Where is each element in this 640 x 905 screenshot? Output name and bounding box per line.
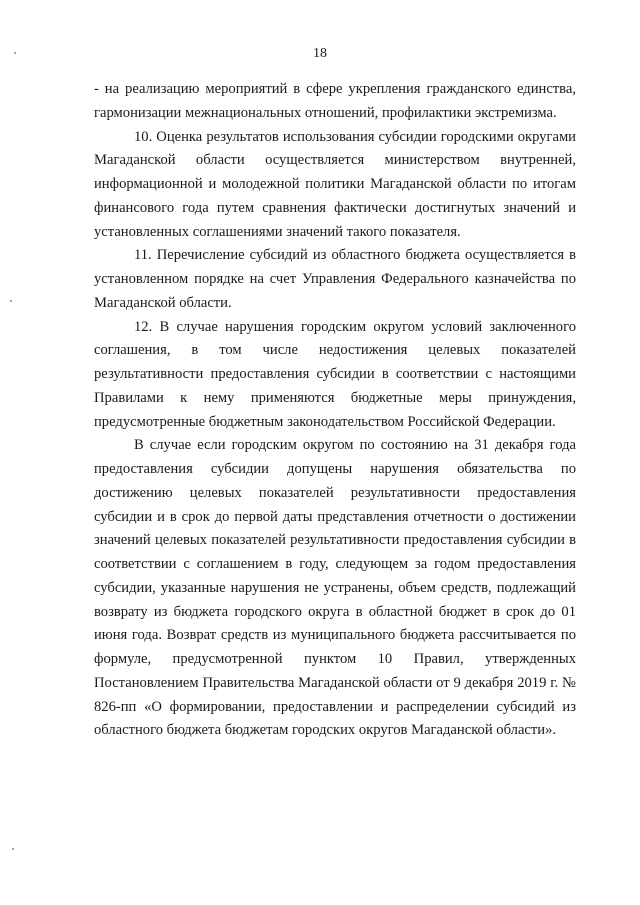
scan-speck (12, 848, 14, 850)
scan-speck (10, 300, 12, 302)
paragraph-clause-10: 10. Оценка результатов использования субсидии городскими округами Магаданской области осуществляется министерством внутренней, информационной и молодежной политики Магаданской области по итогам финансового года путем сравнения фактически достигнутых значений и установленных соглашениями значений такого показателя. (94, 128, 576, 240)
scan-speck (14, 52, 16, 54)
paragraph-clause-11: 11. Перечисление субсидий из областного бюджета осуществляется в установленном порядке на счет Управления Федерального казначейства по Магаданской области. (94, 247, 576, 311)
document-body (94, 78, 576, 743)
page-number: 18 (313, 46, 327, 61)
paragraph-violation-case: В случае если городским округом по состоянию на 31 декабря года предоставления субсидии допущены нарушения обязательства по достижению целевых показателей результативности предоставления субсидии и в срок до первой даты представления отчетности о достижении значений целевых показателей результативности предоставления субсидии в соответствии с соглашением в году, следующем за годом предоставления субсидии, указанные нарушения не устранены, объем средств, подлежащий возврату из бюджета городского округа в областной бюджет в срок до 01 июня года. Возврат средств из муниципального бюджета рассчитывается по формуле, предусмотренной пунктом 10 Правил, утвержденных Постановлением Правительства Магаданской области от 9 декабря 2019 г. № 826-пп «О формировании, предоставлении и распределении субсидий из областного бюджета бюджетам городских округов Магаданской области». (94, 437, 576, 739)
paragraph-list-item: - на реализацию мероприятий в сфере укрепления гражданского единства, гармонизации межнациональных отношений, профилактики экстремизма. (94, 81, 576, 121)
paragraph-clause-12: 12. В случае нарушения городским округом условий заключенного соглашения, в том числе недостижения целевых показателей результативности предоставления субсидии в соответствии с настоящими Правилами к нему применяются бюджетные меры принуждения, предусмотренные бюджетным законодательством Российской Федерации. (94, 318, 576, 430)
